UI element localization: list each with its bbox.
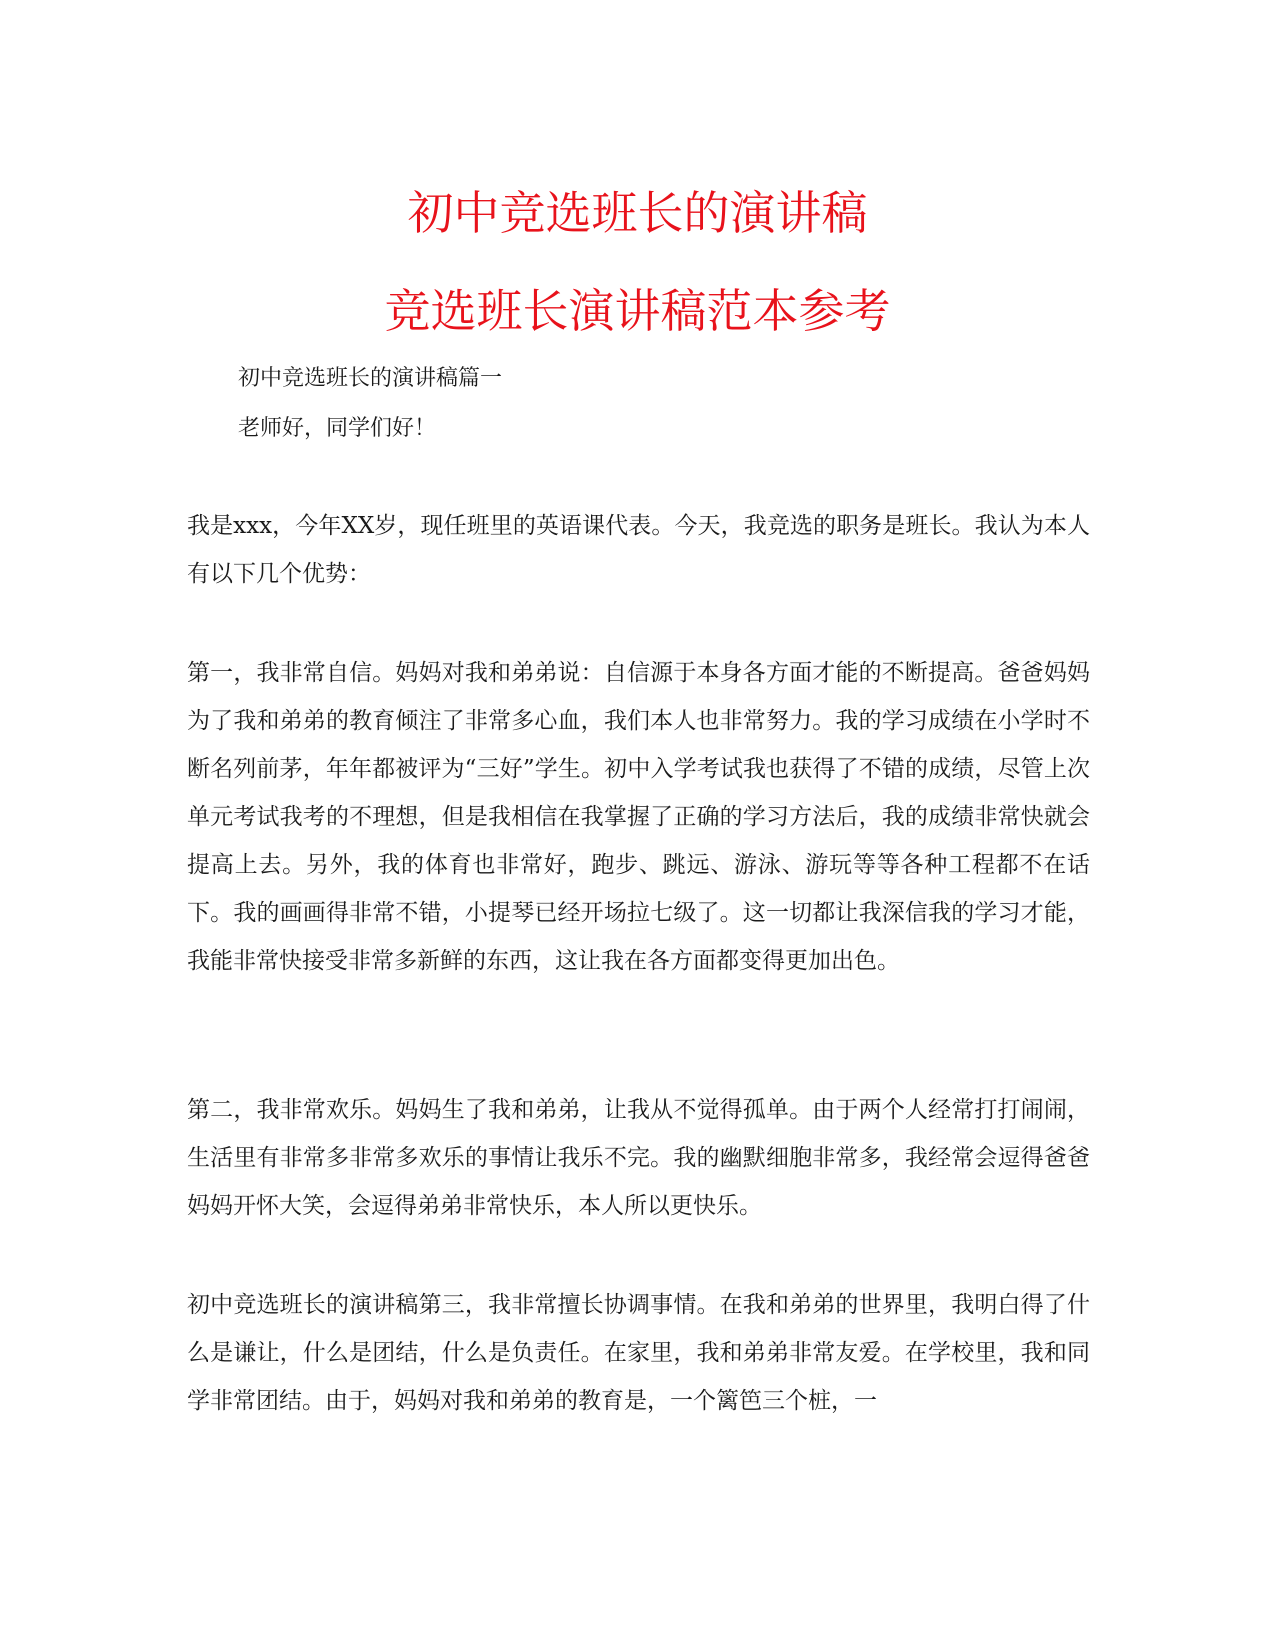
paragraph-first-point: 第一，我非常自信。妈妈对我和弟弟说：自信源于本身各方面才能的不断提高。爸爸妈妈为了我和弟弟的教育倾注了非常多心血，我们本人也非常努力。我的学习成绩在小学时不断名列前茅，年年都被评为“三好”学生。初中入学考试我也获得了不错的成绩，尽管上次单元考试我考的不理想，但是我相信在我掌握了正确的学习方法后，我的成绩非常快就会提高上去。另外，我的体育也非常好，跑步、跳远、游泳、游玩等等各种工程都不在话下。我的画画得非常不错，小提琴已经开场拉七级了。这一切都让我深信我的学习才能，我能非常快接受非常多新鲜的东西，这让我在各方面都变得更加出色。 xyxy=(187,660,1090,974)
paragraph-intro: 我是xxx，今年XX岁，现任班里的英语课代表。今天，我竞选的职务是班长。我认为本人有以下几个优势： xyxy=(187,513,1090,587)
paragraph-third-point: 初中竞选班长的演讲稿第三，我非常擅长协调事情。在我和弟弟的世界里，我明白得了什么是谦让，什么是团结，什么是负责任。在家里，我和弟弟非常友爱。在学校里，我和同学非常团结。由于，妈妈对我和弟弟的教育是，一个篱笆三个桩，一 xyxy=(187,1292,1090,1414)
section-heading: 初中竞选班长的演讲稿篇一 xyxy=(238,366,503,391)
greeting-line: 老师好，同学们好！ xyxy=(238,416,437,441)
document-subtitle: 竞选班长演讲稿范本参考 xyxy=(384,284,891,338)
document-title: 初中竞选班长的演讲稿 xyxy=(407,186,868,240)
paragraph-second-point: 第二，我非常欢乐。妈妈生了我和弟弟，让我从不觉得孤单。由于两个人经常打打闹闹，生活里有非常多非常多欢乐的事情让我乐不完。我的幽默细胞非常多，我经常会逗得爸爸妈妈开怀大笑，会逗得弟弟非常快乐，本人所以更快乐。 xyxy=(187,1097,1090,1219)
